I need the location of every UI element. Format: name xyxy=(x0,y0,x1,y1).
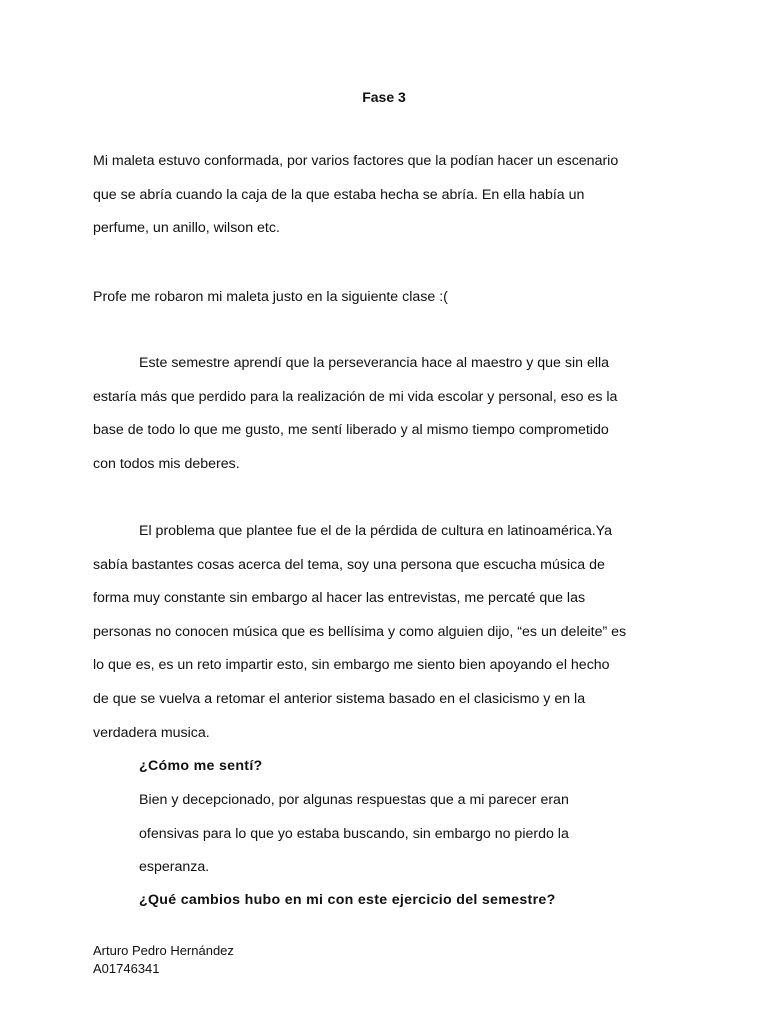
text-line: lo que es, es un reto impartir esto, sin embargo me siento bien apoyando el hecho xyxy=(93,657,610,674)
text-line: base de todo lo que me gusto, me sentí liberado y al mismo tiempo comprometido xyxy=(93,422,609,439)
author-name: Arturo Pedro Hernández xyxy=(93,943,234,958)
paragraph-semestre xyxy=(93,347,683,481)
question-como-me-senti: ¿Cómo me sentí? xyxy=(139,758,263,774)
text-line: verdadera musica. xyxy=(93,724,210,741)
text-line: perfume, un anillo, wilson etc. xyxy=(93,220,280,237)
text-line: forma muy constante sin embargo al hacer las entrevistas, me percaté que las xyxy=(93,590,586,607)
paragraph-maleta xyxy=(93,145,683,246)
text-line: Bien y decepcionado, por algunas respuestas que a mi parecer eran xyxy=(139,792,569,808)
text-line: El problema que plantee fue el de la pérdida de cultura en latinoamérica.Ya xyxy=(139,523,612,539)
answer-como-me-senti xyxy=(139,784,699,885)
text-line: Mi maleta estuvo conformada, por varios factores que la podían hacer un escenario xyxy=(93,153,619,169)
text-line: estaría más que perdido para la realización de mi vida escolar y personal, eso es la xyxy=(93,388,618,405)
student-id: A01746341 xyxy=(93,961,160,976)
question-cambios: ¿Qué cambios hubo en mi con este ejercicio del semestre? xyxy=(139,892,556,908)
text-line: esperanza. xyxy=(139,859,210,876)
text-line: Este semestre aprendí que la perseverancia hace al maestro y que sin ella xyxy=(139,355,610,371)
text-line: sabía bastantes cosas acerca del tema, soy una persona que escucha música de xyxy=(93,556,605,573)
text-line: con todos mis deberes. xyxy=(93,455,240,472)
text-line: Profe me robaron mi maleta justo en la siguiente clase :( xyxy=(93,289,448,305)
text-line: que se abría cuando la caja de la que estaba hecha se abría. En ella había un xyxy=(93,186,585,203)
text-line: de que se vuelva a retomar el anterior sistema basado en el clasicismo y en la xyxy=(93,690,586,707)
paragraph-robo xyxy=(93,281,683,315)
document-footer xyxy=(93,942,234,978)
text-line: ofensivas para lo que yo estaba buscando, sin embargo no pierdo la xyxy=(139,825,569,842)
paragraph-problema xyxy=(93,515,683,750)
document-title: Fase 3 xyxy=(362,89,406,105)
text-line: personas no conocen música que es bellísima y como alguien dijo, “es un deleite” es xyxy=(93,623,627,640)
